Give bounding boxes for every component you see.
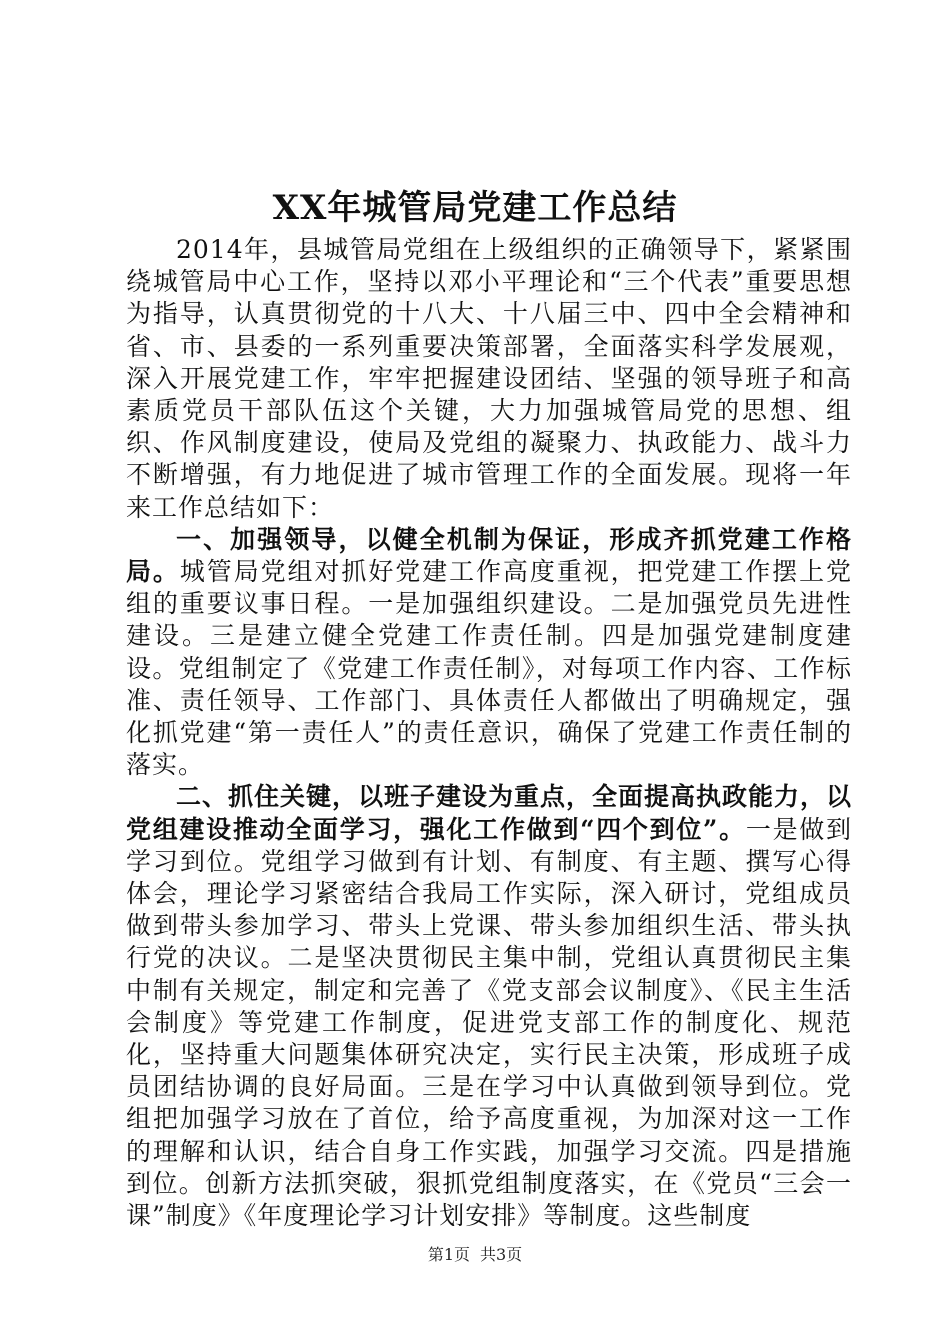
page-footer	[0, 1244, 950, 1266]
paragraph-text: 2014年，县城管局党组在上级组织的正确领导下，紧紧围绕城管局中心工作，坚持以邓小平理论和“三个代表”重要思想为指导，认真贯彻党的十八大、十八届三中、四中全会精神和省、市、县委的一系列重要决策部署，全面落实科学发展观，深入开展党建工作，牢牢把握建设团结、坚强的领导班子和高素质党员干部队伍这个关键，大力加强城管局党的思想、组织、作风制度建设，使局及党组的凝聚力、执政能力、战斗力不断增强，有力地促进了城市管理工作的全面发展。现将一年来工作总结如下：	[126, 235, 852, 522]
page-total: 共3页	[480, 1245, 523, 1264]
paragraph-intro	[126, 234, 852, 524]
section-heading: 二、抓住关键，以班子建设为重点，全面提高执政能力，以党组建设推动全面学习，强化工作做到“四个到位”。	[126, 782, 853, 844]
page-number: 第1页	[427, 1245, 470, 1264]
paragraph-section-2	[126, 781, 852, 1232]
document-body	[126, 234, 852, 1232]
document-title: XX年城管局党建工作总结	[272, 188, 678, 228]
section-heading: 一、加强领导，以健全机制为保证，形成齐抓党建工作格局。	[126, 524, 852, 587]
paragraph-text: 城管局党组对抓好党建工作高度重视，把党建工作摆上党组的重要议事日程。一是加强组织建设。二是加强党员先进性建设。三是建立健全党建工作责任制。四是加强党建制度建设。党组制定了《党建工作责任制》，对每项工作内容、工作标准、责任领导、工作部门、具体责任人都做出了明确规定，强化抓党建“第一责任人”的责任意识，确保了党建工作责任制的落实。	[126, 557, 852, 780]
paragraph-section-1	[126, 524, 852, 782]
paragraph-text: 一是做到学习到位。党组学习做到有计划、有制度、有主题、撰写心得体会，理论学习紧密结合我局工作实际，深入研讨，党组成员做到带头参加学习、带头上党课、带头参加组织生活、带头执行党的决议。二是坚决贯彻民主集中制，党组认真贯彻民主集中制有关规定，制定和完善了《党支部会议制度》、《民主生活会制度》等党建工作制度，促进党支部工作的制度化、规范化，坚持重大问题集体研究决定，实行民主决策，形成班子成员团结协调的良好局面。三是在学习中认真做到领导到位。党组把加强学习放在了首位，给予高度重视，为加深对这一工作的理解和认识，结合自身工作实践，加强学习交流。四是措施到位。创新方法抓突破，狠抓党组制度落实，在《党员“三会一课”制度》《年度理论学习计划安排》等制度。这些制度	[126, 814, 852, 1231]
